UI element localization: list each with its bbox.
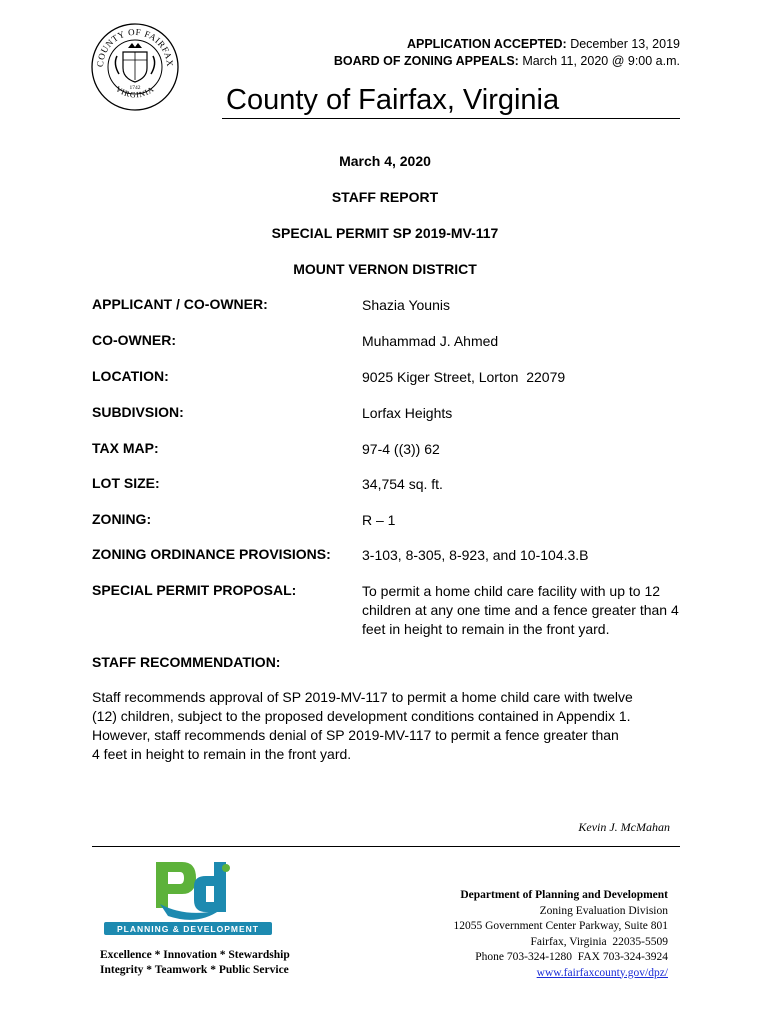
zoning-value: R – 1 [362, 512, 396, 528]
lot-size-value: 34,754 sq. ft. [362, 476, 443, 492]
county-seal [90, 22, 180, 112]
recommendation-line: However, staff recommends denial of SP 2019-MV-117 to permit a fence greater than [92, 727, 619, 743]
location-value: 9025 Kiger Street, Lorton 22079 [362, 369, 566, 385]
website-link[interactable]: www.fairfaxcounty.gov/dpz/ [536, 966, 668, 979]
special-permit-proposal-value: To permit a home child care facility with up to 12 children at any one time and a fence greater than 4 feet in height to remain in the front yard. [362, 583, 679, 637]
subdivision-value: Lorfax Heights [362, 405, 453, 421]
applicant-value: Shazia Younis [362, 297, 450, 313]
logo-banner-text: PLANNING & DEVELOPMENT [117, 924, 259, 934]
applicant-label: APPLICANT / CO-OWNER: [92, 296, 268, 312]
board-of-zoning-appeals-line [334, 54, 680, 68]
lot-size-label: LOT SIZE: [92, 475, 160, 491]
special-permit-proposal-label: SPECIAL PERMIT PROPOSAL: [92, 582, 297, 598]
address-line-1: 12055 Government Center Parkway, Suite 801 [453, 920, 668, 932]
seal-bottom-text: VIRGINIA [114, 84, 156, 100]
district-name: MOUNT VERNON DISTRICT [293, 261, 477, 277]
recommendation-line: Staff recommends approval of SP 2019-MV-117 to permit a home child care with twelve [92, 689, 633, 705]
department-motto [100, 948, 290, 978]
zoning-ordinance-provisions-label: ZONING ORDINANCE PROVISIONS: [92, 546, 331, 562]
tax-map-label: TAX MAP: [92, 440, 159, 456]
location-label: LOCATION: [92, 368, 169, 384]
co-owner-label: CO-OWNER: [92, 332, 176, 348]
division-name: Zoning Evaluation Division [539, 904, 668, 917]
seal-top-text: COUNTY OF FAIRFAX [94, 26, 176, 68]
staff-recommendation-text [92, 688, 692, 764]
phone-fax: Phone 703-324-1280 FAX 703-324-3924 [475, 951, 668, 963]
footer-divider [92, 846, 680, 847]
application-accepted-line [407, 37, 680, 51]
seal-year: 1742 [129, 85, 141, 91]
department-contact-block [453, 888, 668, 981]
motto-line-2: Integrity * Teamwork * Public Service [100, 964, 289, 976]
report-type: STAFF REPORT [331, 189, 439, 205]
application-accepted-label: APPLICATION ACCEPTED: [406, 37, 567, 51]
seal-shield-icon [115, 43, 154, 82]
title-divider [222, 118, 680, 119]
zoning-ordinance-provisions-value: 3-103, 8-305, 8-923, and 10-104.3.B [362, 547, 589, 563]
application-accepted-date: December 13, 2019 [570, 37, 680, 51]
co-owner-value: Muhammad J. Ahmed [362, 333, 499, 349]
planning-development-logo [102, 856, 274, 938]
signature: Kevin J. McMahan [578, 820, 670, 834]
bza-label: BOARD OF ZONING APPEALS: [333, 54, 519, 68]
motto-line-1: Excellence * Innovation * Stewardship [100, 949, 290, 961]
subdivision-label: SUBDIVSION: [92, 404, 184, 420]
pd-logo-icon [156, 862, 230, 920]
zoning-label: ZONING: [92, 511, 152, 527]
staff-recommendation-heading: STAFF RECOMMENDATION: [92, 654, 281, 670]
report-date: March 4, 2020 [339, 153, 431, 169]
department-name: Department of Planning and Development [460, 889, 668, 901]
recommendation-line: (12) children, subject to the proposed development conditions contained in Appendix 1. [92, 708, 631, 724]
tax-map-value: 97-4 ((3)) 62 [362, 441, 440, 457]
special-permit-number: SPECIAL PERMIT SP 2019-MV-117 [271, 225, 499, 241]
address-line-2: Fairfax, Virginia 22035-5509 [530, 935, 668, 948]
bza-date: March 11, 2020 @ 9:00 a.m. [522, 54, 680, 68]
recommendation-line: 4 feet in height to remain in the front yard. [92, 746, 352, 762]
county-title: County of Fairfax, Virginia [226, 84, 560, 116]
